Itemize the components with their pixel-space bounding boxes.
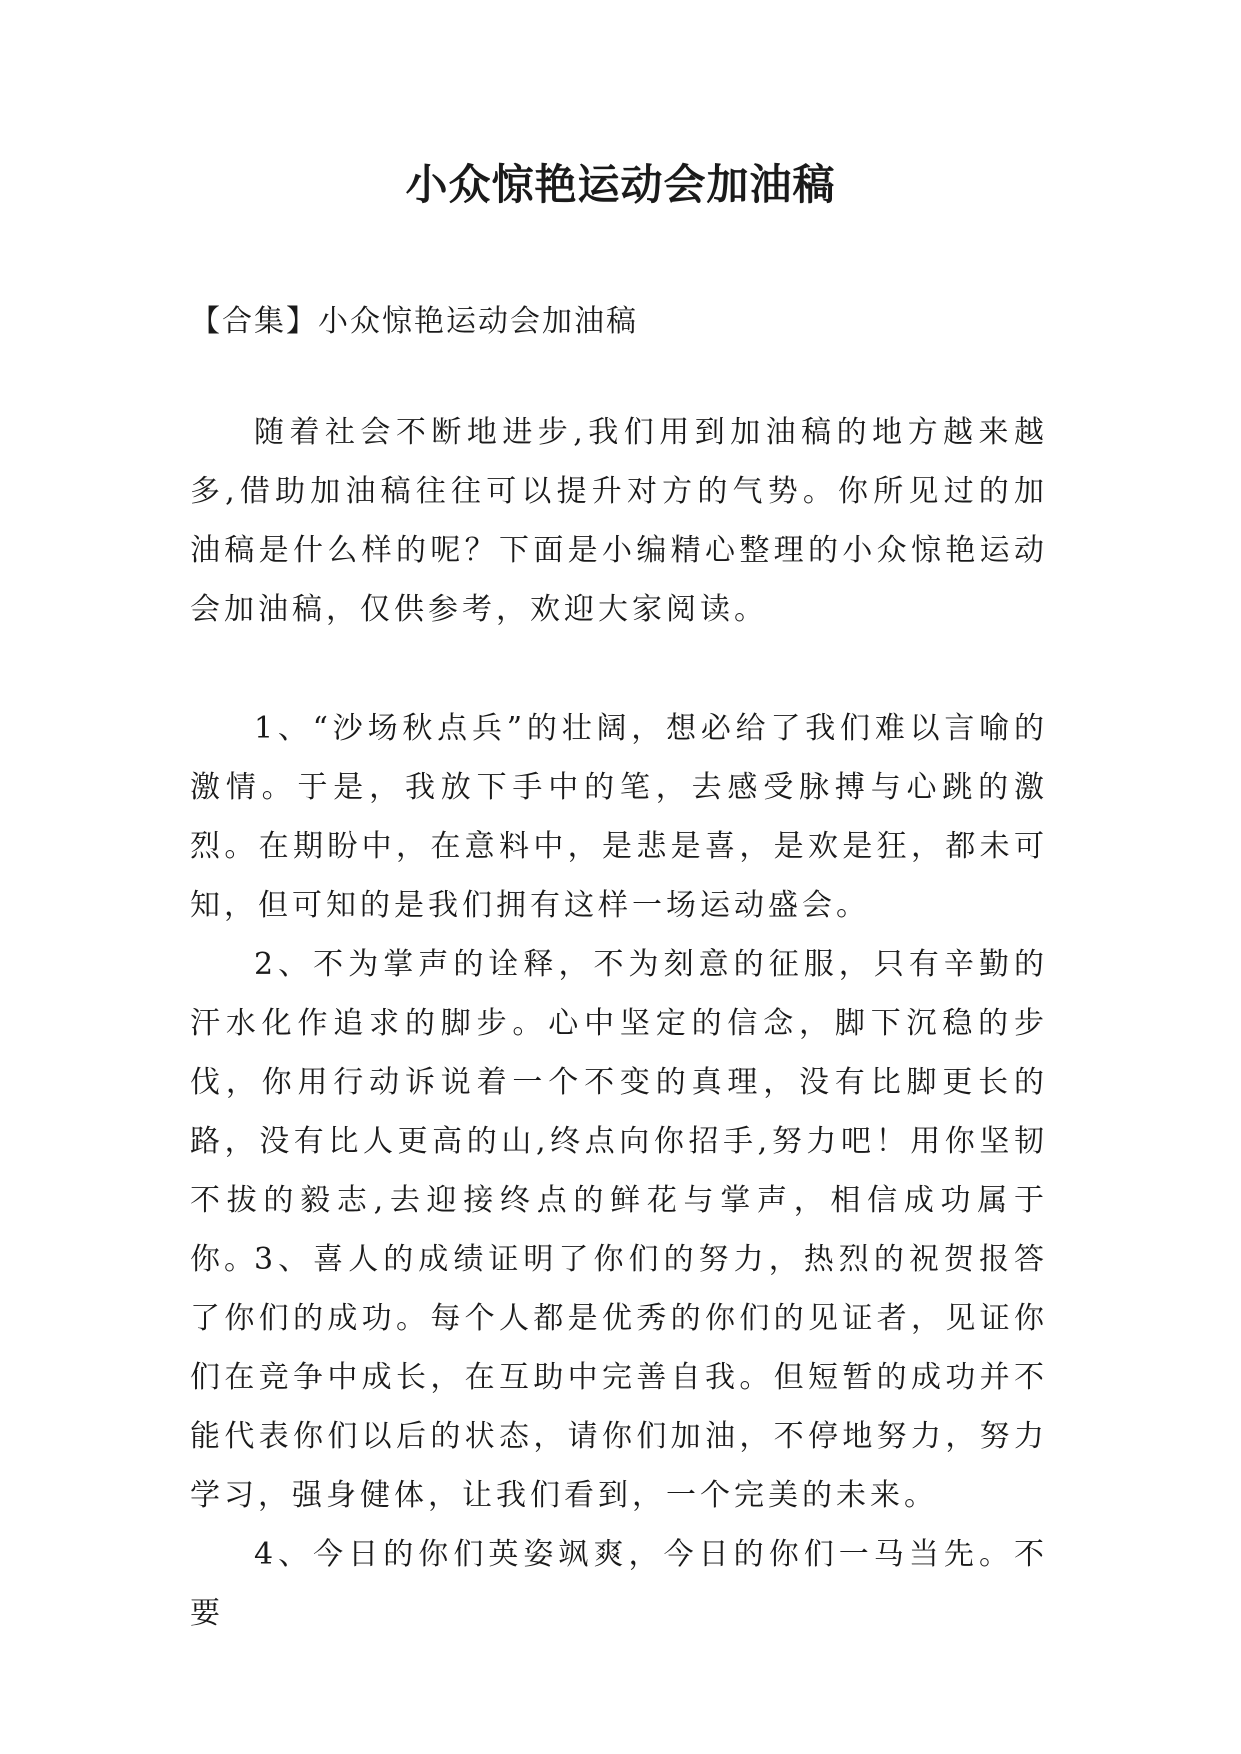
paragraph-2: 2、不为掌声的诠释，不为刻意的征服，只有辛勤的汗水化作追求的脚步。心中坚定的信念，脚下沉稳的步伐，你用行动诉说着一个不变的真理，没有比脚更长的路，没有比人更高的山,终点向你招手,努力吧！用你坚韧不拔的毅志,去迎接终点的鲜花与掌声，相信成功属于你。 <box>190 947 1048 1277</box>
paragraph-1: 1、“沙场秋点兵”的壮阔，想必给了我们难以言喻的激情。于是，我放下手中的笔，去感受脉搏与心跳的激烈。在期盼中，在意料中，是悲是喜，是欢是狂，都未可知，但可知的是我们拥有这样一场运动盛会。 <box>190 711 1048 923</box>
paragraph-3: 3、喜人的成绩证明了你们的努力，热烈的祝贺报答了你们的成功。每个人都是优秀的你们的见证者，见证你们在竞争中成长，在互助中完善自我。但短暂的成功并不能代表你们以后的状态，请你们加油，不停地努力，努力学习，强身健体，让我们看到，一个完美的未来。 <box>190 1242 1048 1513</box>
paragraph-4: 4、今日的你们英姿飒爽，今日的你们一马当先。不要 <box>190 1537 1048 1631</box>
document-subtitle: 【合集】小众惊艳运动会加油稿 <box>190 304 638 339</box>
intro-paragraph: 随着社会不断地进步,我们用到加油稿的地方越来越多,借助加油稿往往可以提升对方的气势。你所见过的加油稿是什么样的呢？下面是小编精心整理的小众惊艳运动会加油稿，仅供参考，欢迎大家阅读。 <box>190 415 1048 627</box>
document-title: 小众惊艳运动会加油稿 <box>405 160 836 209</box>
